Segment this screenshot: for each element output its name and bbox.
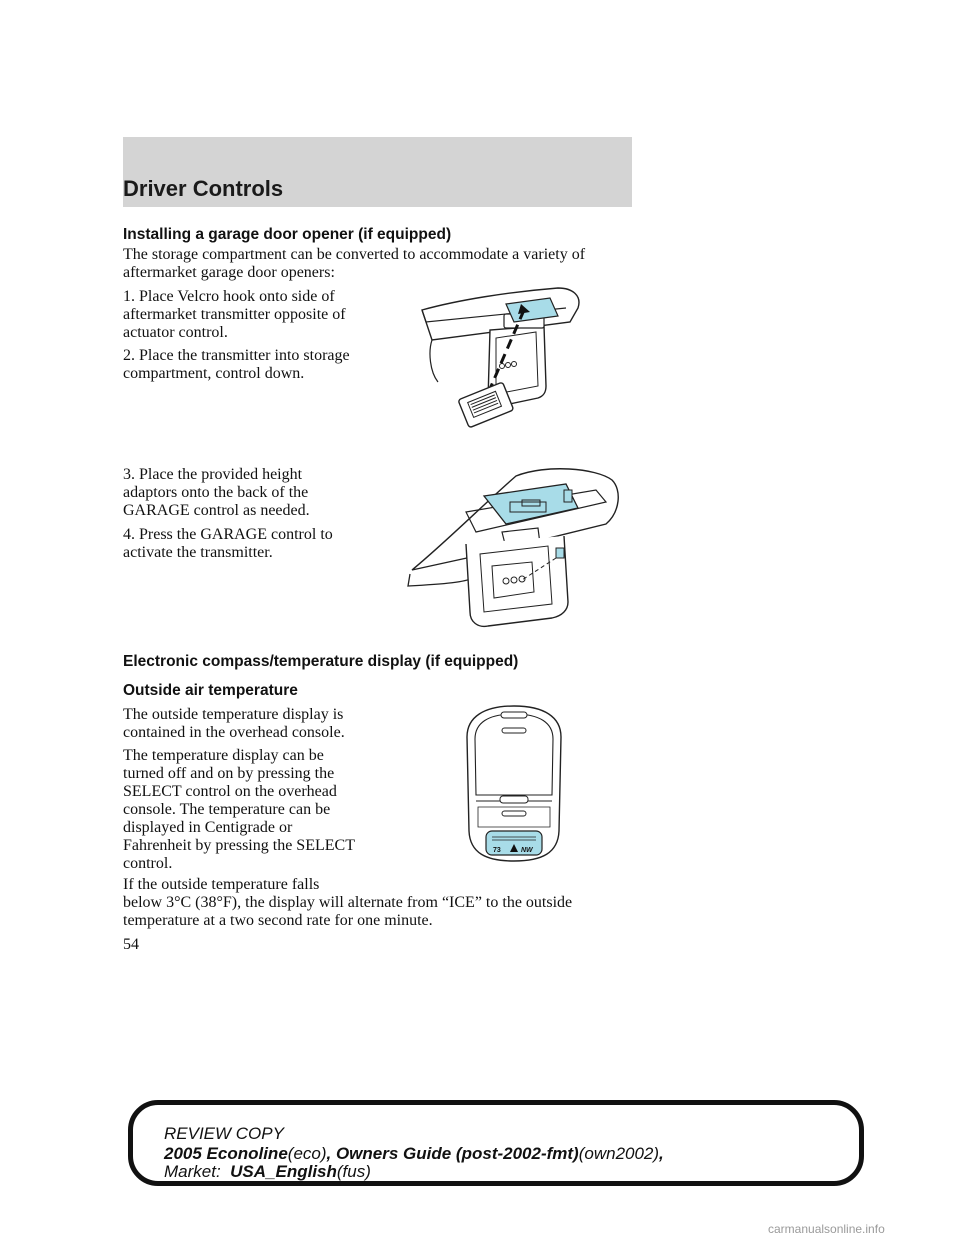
garage-intro-line-1: The storage compartment can be converted to accommodate a variety of — [123, 246, 586, 263]
step-2-line-1: 2. Place the transmitter into storage — [123, 347, 350, 364]
footer-model-line — [164, 1144, 664, 1164]
footer-market-line — [164, 1162, 371, 1182]
display-temperature: 73 — [493, 847, 501, 854]
step-4-line-2: activate the transmitter. — [123, 544, 273, 561]
outside-temp-subheading: Outside air temperature — [123, 682, 298, 699]
temp-para-2-line-2: turned off and on by pressing the — [123, 765, 335, 782]
temp-para-1-line-2: contained in the overhead console. — [123, 724, 345, 741]
footer-model-code: (eco) — [287, 1144, 327, 1163]
step-2-line-2: compartment, control down. — [123, 365, 305, 382]
footer-market-code: (fus) — [336, 1162, 371, 1181]
step-1-line-1: 1. Place Velcro hook onto side of — [123, 288, 335, 305]
temp-para-2-line-7: control. — [123, 855, 173, 872]
garage-intro-line-2: aftermarket garage door openers: — [123, 264, 335, 281]
compass-heading: Electronic compass/temperature display (if equipped) — [123, 653, 519, 670]
temp-para-2-line-3: SELECT control on the overhead — [123, 783, 337, 800]
page-number: 54 — [123, 936, 139, 953]
display-direction: NW — [521, 847, 533, 854]
temp-para-2-line-4: console. The temperature can be — [123, 801, 331, 818]
garage-heading: Installing a garage door opener (if equipped) — [123, 226, 452, 243]
watermark: carmanualsonline.info — [768, 1222, 885, 1236]
step-1-line-3: actuator control. — [123, 324, 228, 341]
step-3-line-2: adaptors onto the back of the — [123, 484, 309, 501]
temp-para-3-line-3: temperature at a two second rate for one minute. — [123, 912, 433, 929]
footer-comma: , — [659, 1144, 664, 1163]
footer-market-label: Market: — [164, 1162, 221, 1181]
temp-para-3-line-1: If the outside temperature falls — [123, 876, 320, 893]
garage-control-illustration — [406, 462, 626, 632]
footer-guide-code: (own2002) — [578, 1144, 660, 1163]
step-3-line-3: GARAGE control as needed. — [123, 502, 310, 519]
transmitter-install-illustration — [418, 282, 588, 454]
section-title: Driver Controls — [123, 176, 284, 201]
step-3-line-1: 3. Place the provided height — [123, 466, 303, 483]
footer-guide: , Owners Guide (post-2002-fmt) — [326, 1144, 579, 1163]
footer-model: 2005 Econoline — [164, 1144, 288, 1163]
step-4-line-1: 4. Press the GARAGE control to — [123, 526, 333, 543]
review-copy-label: REVIEW COPY — [164, 1124, 284, 1143]
overhead-console-illustration — [462, 703, 566, 865]
temp-para-1-line-1: The outside temperature display is — [123, 706, 344, 723]
temp-para-2-line-1: The temperature display can be — [123, 747, 324, 764]
temp-para-3-line-2: below 3°C (38°F), the display will alternate from “ICE” to the outside — [123, 894, 573, 911]
temp-para-2-line-5: displayed in Centigrade or — [123, 819, 293, 836]
temp-para-2-line-6: Fahrenheit by pressing the SELECT — [123, 837, 355, 854]
step-1-line-2: aftermarket transmitter opposite of — [123, 306, 346, 323]
footer-market: USA_English — [230, 1162, 337, 1181]
